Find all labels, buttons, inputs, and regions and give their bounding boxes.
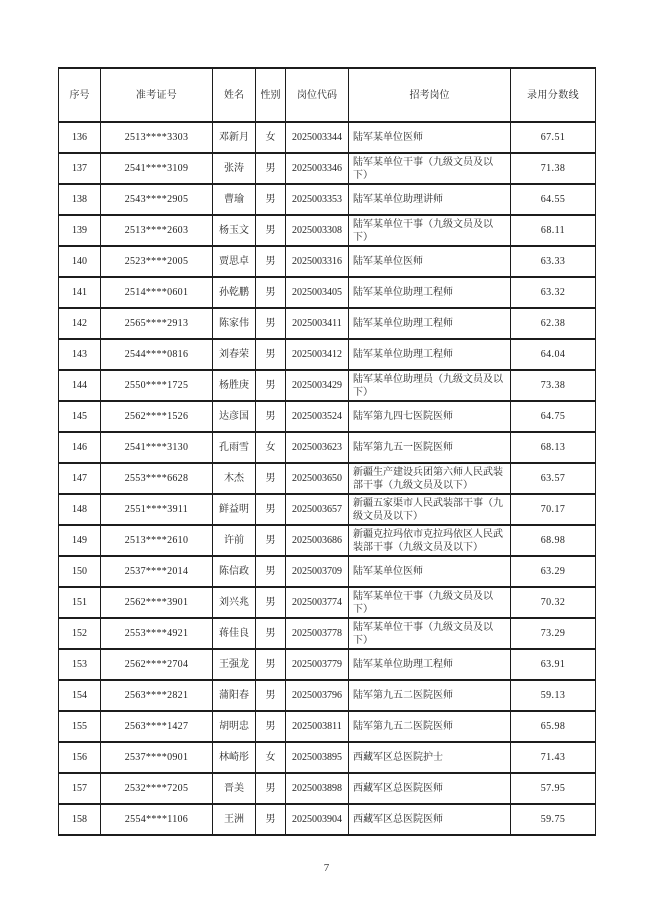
cell-gender: 男	[256, 494, 286, 525]
cell-ticket: 2544****0816	[101, 339, 213, 370]
cell-ticket: 2562****3901	[101, 587, 213, 618]
cell-code: 2025003429	[286, 370, 349, 401]
cell-name: 陈家伟	[213, 308, 256, 339]
cell-code: 2025003346	[286, 153, 349, 184]
table-row	[59, 463, 596, 494]
cell-name: 刘兴兆	[213, 587, 256, 618]
cell-ticket: 2513****3303	[101, 122, 213, 153]
table-row	[59, 525, 596, 556]
table-row	[59, 184, 596, 215]
cell-no: 139	[59, 215, 101, 246]
cell-code: 2025003344	[286, 122, 349, 153]
cell-no: 151	[59, 587, 101, 618]
table-header-row	[59, 68, 596, 122]
cell-name: 刘春荣	[213, 339, 256, 370]
cell-score: 63.29	[511, 556, 596, 587]
cell-position: 陆军第九五二医院医师	[349, 711, 511, 742]
cell-score: 57.95	[511, 773, 596, 804]
table-row	[59, 742, 596, 773]
cell-score: 73.38	[511, 370, 596, 401]
cell-no: 154	[59, 680, 101, 711]
cell-no: 146	[59, 432, 101, 463]
cell-name: 鲜益明	[213, 494, 256, 525]
cell-position: 新疆生产建设兵团第六师人民武装部干事（九级文员及以下）	[349, 463, 511, 494]
cell-position: 新疆克拉玛依市克拉玛依区人民武装部干事（九级文员及以下）	[349, 525, 511, 556]
cell-position: 陆军第九四七医院医师	[349, 401, 511, 432]
cell-code: 2025003686	[286, 525, 349, 556]
cell-no: 143	[59, 339, 101, 370]
cell-score: 68.98	[511, 525, 596, 556]
cell-position: 新疆五家渠市人民武装部干事（九级文员及以下）	[349, 494, 511, 525]
cell-ticket: 2562****2704	[101, 649, 213, 680]
header-ticket: 准考证号	[101, 68, 213, 122]
cell-no: 156	[59, 742, 101, 773]
cell-position: 陆军某单位助理工程师	[349, 277, 511, 308]
header-score: 录用分数线	[511, 68, 596, 122]
cell-gender: 男	[256, 370, 286, 401]
cell-score: 62.38	[511, 308, 596, 339]
cell-gender: 男	[256, 680, 286, 711]
cell-position: 陆军某单位干事（九级文员及以下）	[349, 153, 511, 184]
cell-ticket: 2543****2905	[101, 184, 213, 215]
cell-no: 155	[59, 711, 101, 742]
table-row	[59, 339, 596, 370]
table-row	[59, 649, 596, 680]
cell-name: 晋美	[213, 773, 256, 804]
cell-score: 63.32	[511, 277, 596, 308]
cell-gender: 男	[256, 556, 286, 587]
cell-score: 63.91	[511, 649, 596, 680]
table-body	[59, 122, 596, 835]
cell-code: 2025003895	[286, 742, 349, 773]
cell-score: 64.04	[511, 339, 596, 370]
cell-code: 2025003811	[286, 711, 349, 742]
cell-score: 73.29	[511, 618, 596, 649]
cell-position: 陆军某单位助理工程师	[349, 308, 511, 339]
cell-ticket: 2537****0901	[101, 742, 213, 773]
cell-gender: 男	[256, 525, 286, 556]
cell-code: 2025003709	[286, 556, 349, 587]
cell-no: 153	[59, 649, 101, 680]
table-row	[59, 277, 596, 308]
cell-score: 63.57	[511, 463, 596, 494]
cell-name: 杨胜庚	[213, 370, 256, 401]
table-row	[59, 215, 596, 246]
cell-position: 陆军某单位干事（九级文员及以下）	[349, 215, 511, 246]
cell-code: 2025003779	[286, 649, 349, 680]
cell-name: 孙乾鹏	[213, 277, 256, 308]
table-row	[59, 494, 596, 525]
cell-score: 68.13	[511, 432, 596, 463]
table-row	[59, 711, 596, 742]
cell-gender: 男	[256, 339, 286, 370]
cell-name: 王洲	[213, 804, 256, 835]
cell-ticket: 2553****6628	[101, 463, 213, 494]
table-row	[59, 308, 596, 339]
header-code: 岗位代码	[286, 68, 349, 122]
score-table-container	[58, 67, 595, 836]
cell-score: 71.43	[511, 742, 596, 773]
header-gender: 性别	[256, 68, 286, 122]
cell-no: 138	[59, 184, 101, 215]
cell-ticket: 2541****3130	[101, 432, 213, 463]
table-row	[59, 587, 596, 618]
header-no: 序号	[59, 68, 101, 122]
cell-ticket: 2554****1106	[101, 804, 213, 835]
cell-score: 63.33	[511, 246, 596, 277]
cell-code: 2025003650	[286, 463, 349, 494]
cell-code: 2025003353	[286, 184, 349, 215]
cell-ticket: 2553****4921	[101, 618, 213, 649]
cell-gender: 男	[256, 463, 286, 494]
cell-no: 148	[59, 494, 101, 525]
cell-ticket: 2523****2005	[101, 246, 213, 277]
cell-name: 胡明忠	[213, 711, 256, 742]
cell-code: 2025003411	[286, 308, 349, 339]
cell-name: 杨玉文	[213, 215, 256, 246]
cell-ticket: 2513****2603	[101, 215, 213, 246]
header-name: 姓名	[213, 68, 256, 122]
table-row	[59, 153, 596, 184]
cell-no: 137	[59, 153, 101, 184]
cell-score: 70.32	[511, 587, 596, 618]
cell-name: 孔雨雪	[213, 432, 256, 463]
table-row	[59, 618, 596, 649]
cell-no: 140	[59, 246, 101, 277]
cell-code: 2025003405	[286, 277, 349, 308]
cell-name: 曹瑜	[213, 184, 256, 215]
table-row	[59, 773, 596, 804]
cell-ticket: 2563****2821	[101, 680, 213, 711]
cell-ticket: 2537****2014	[101, 556, 213, 587]
cell-code: 2025003774	[286, 587, 349, 618]
cell-position: 陆军某单位助理员（九级文员及以下）	[349, 370, 511, 401]
admission-score-table	[58, 67, 596, 836]
cell-score: 65.98	[511, 711, 596, 742]
table-row	[59, 401, 596, 432]
cell-gender: 男	[256, 587, 286, 618]
cell-no: 142	[59, 308, 101, 339]
table-row	[59, 556, 596, 587]
cell-ticket: 2562****1526	[101, 401, 213, 432]
cell-ticket: 2532****7205	[101, 773, 213, 804]
cell-no: 150	[59, 556, 101, 587]
cell-no: 149	[59, 525, 101, 556]
cell-gender: 男	[256, 215, 286, 246]
cell-position: 陆军某单位助理讲师	[349, 184, 511, 215]
cell-position: 陆军某单位助理工程师	[349, 339, 511, 370]
cell-name: 达彦国	[213, 401, 256, 432]
cell-name: 贾思卓	[213, 246, 256, 277]
cell-name: 邓新月	[213, 122, 256, 153]
cell-no: 144	[59, 370, 101, 401]
cell-code: 2025003412	[286, 339, 349, 370]
cell-ticket: 2551****3911	[101, 494, 213, 525]
cell-ticket: 2541****3109	[101, 153, 213, 184]
cell-gender: 男	[256, 401, 286, 432]
cell-position: 西藏军区总医院医师	[349, 804, 511, 835]
cell-name: 张涛	[213, 153, 256, 184]
cell-position: 陆军某单位医师	[349, 122, 511, 153]
cell-position: 陆军某单位干事（九级文员及以下）	[349, 587, 511, 618]
cell-name: 许前	[213, 525, 256, 556]
cell-gender: 男	[256, 773, 286, 804]
cell-gender: 男	[256, 153, 286, 184]
cell-code: 2025003898	[286, 773, 349, 804]
cell-no: 158	[59, 804, 101, 835]
cell-ticket: 2565****2913	[101, 308, 213, 339]
cell-gender: 女	[256, 122, 286, 153]
cell-gender: 男	[256, 618, 286, 649]
cell-no: 136	[59, 122, 101, 153]
cell-ticket: 2563****1427	[101, 711, 213, 742]
cell-gender: 男	[256, 308, 286, 339]
cell-position: 陆军某单位助理工程师	[349, 649, 511, 680]
table-row	[59, 122, 596, 153]
cell-code: 2025003316	[286, 246, 349, 277]
cell-no: 157	[59, 773, 101, 804]
cell-code: 2025003657	[286, 494, 349, 525]
cell-score: 71.38	[511, 153, 596, 184]
cell-position: 陆军某单位医师	[349, 246, 511, 277]
cell-gender: 男	[256, 246, 286, 277]
cell-no: 145	[59, 401, 101, 432]
cell-code: 2025003623	[286, 432, 349, 463]
cell-score: 59.13	[511, 680, 596, 711]
cell-gender: 男	[256, 804, 286, 835]
cell-position: 陆军第九五一医院医师	[349, 432, 511, 463]
table-row	[59, 432, 596, 463]
cell-gender: 女	[256, 742, 286, 773]
cell-position: 陆军第九五二医院医师	[349, 680, 511, 711]
cell-position: 西藏军区总医院医师	[349, 773, 511, 804]
table-row	[59, 804, 596, 835]
cell-code: 2025003524	[286, 401, 349, 432]
cell-no: 152	[59, 618, 101, 649]
cell-no: 141	[59, 277, 101, 308]
table-row	[59, 370, 596, 401]
cell-no: 147	[59, 463, 101, 494]
cell-ticket: 2550****1725	[101, 370, 213, 401]
cell-ticket: 2514****0601	[101, 277, 213, 308]
cell-name: 王强龙	[213, 649, 256, 680]
cell-name: 陈信政	[213, 556, 256, 587]
cell-name: 木杰	[213, 463, 256, 494]
cell-score: 67.51	[511, 122, 596, 153]
cell-name: 蒲阳春	[213, 680, 256, 711]
cell-score: 64.75	[511, 401, 596, 432]
cell-gender: 女	[256, 432, 286, 463]
cell-name: 林崎彤	[213, 742, 256, 773]
cell-position: 陆军某单位医师	[349, 556, 511, 587]
cell-ticket: 2513****2610	[101, 525, 213, 556]
header-position: 招考岗位	[349, 68, 511, 122]
cell-score: 64.55	[511, 184, 596, 215]
cell-code: 2025003904	[286, 804, 349, 835]
table-row	[59, 246, 596, 277]
cell-score: 68.11	[511, 215, 596, 246]
table-row	[59, 680, 596, 711]
cell-gender: 男	[256, 184, 286, 215]
cell-gender: 男	[256, 277, 286, 308]
cell-position: 西藏军区总医院护士	[349, 742, 511, 773]
page-number: 7	[323, 862, 330, 874]
cell-score: 59.75	[511, 804, 596, 835]
cell-position: 陆军某单位干事（九级文员及以下）	[349, 618, 511, 649]
cell-code: 2025003308	[286, 215, 349, 246]
cell-score: 70.17	[511, 494, 596, 525]
cell-code: 2025003778	[286, 618, 349, 649]
cell-code: 2025003796	[286, 680, 349, 711]
cell-gender: 男	[256, 649, 286, 680]
cell-gender: 男	[256, 711, 286, 742]
cell-name: 蒋佳良	[213, 618, 256, 649]
